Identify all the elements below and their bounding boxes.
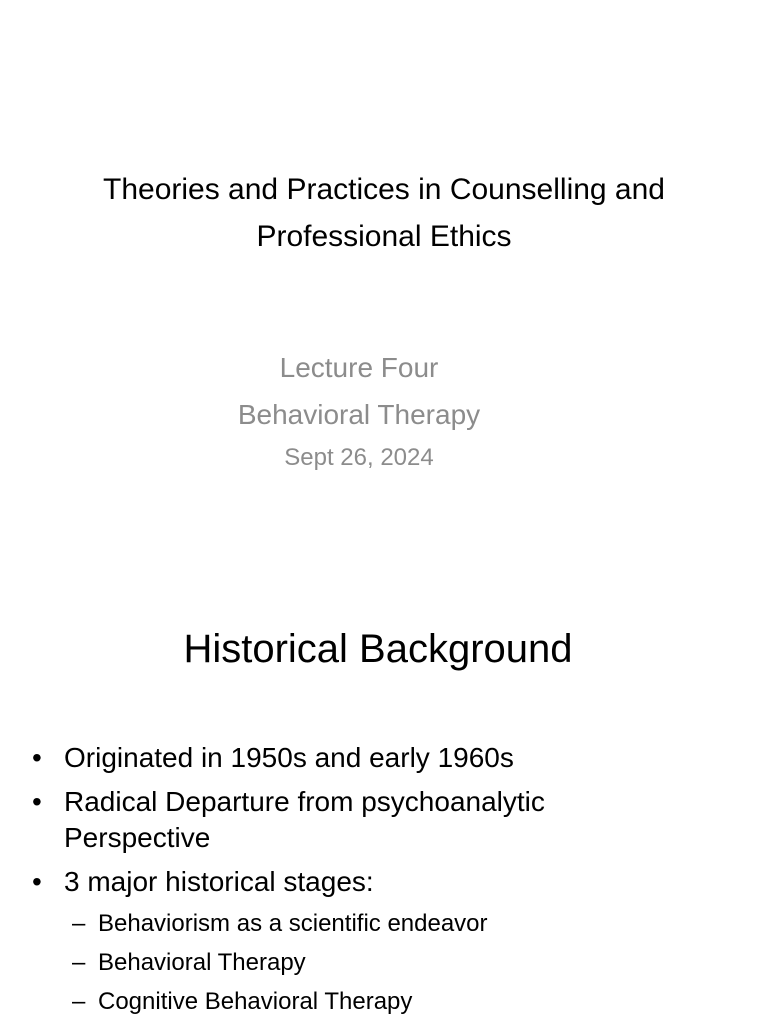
bullet-icon: •: [32, 786, 42, 817]
content-slide: [0, 576, 768, 1024]
list-item-text-line-2: Perspective: [64, 822, 211, 853]
subtitle-date: Sept 26, 2024: [284, 444, 434, 471]
bullet-icon: •: [32, 866, 42, 897]
sub-list-item: [30, 986, 730, 1018]
list-item-text: Originated in 1950s and early 1960s: [64, 742, 514, 773]
sub-list-item: [30, 947, 730, 979]
subtitle-topic: Behavioral Therapy: [237, 399, 481, 430]
slide-title: [40, 166, 728, 260]
dash-icon: –: [72, 949, 86, 976]
dash-icon: –: [72, 910, 86, 937]
subtitle-lecture: Lecture Four: [279, 352, 439, 383]
sub-list-item: [30, 908, 730, 940]
slide-heading: Historical Background: [183, 627, 573, 671]
bullet-icon: •: [32, 742, 42, 773]
list-item-text: 3 major historical stages:: [64, 866, 374, 897]
list-item: [30, 784, 730, 856]
title-line-1: Theories and Practices in Counselling and: [103, 173, 665, 206]
sub-list-item-text: Behavioral Therapy: [98, 949, 306, 976]
list-item: [30, 864, 730, 900]
slide-subtitle: [0, 344, 718, 478]
list-item-text-line-1: Radical Departure from psychoanalytic: [64, 786, 545, 817]
sub-list-item-text: Cognitive Behavioral Therapy: [98, 988, 413, 1015]
title-line-2: Professional Ethics: [256, 220, 512, 253]
bullet-list: [30, 740, 730, 1024]
dash-icon: –: [72, 988, 86, 1015]
sub-list-item-text: Behaviorism as a scientific endeavor: [98, 910, 488, 937]
list-item: [30, 740, 730, 776]
